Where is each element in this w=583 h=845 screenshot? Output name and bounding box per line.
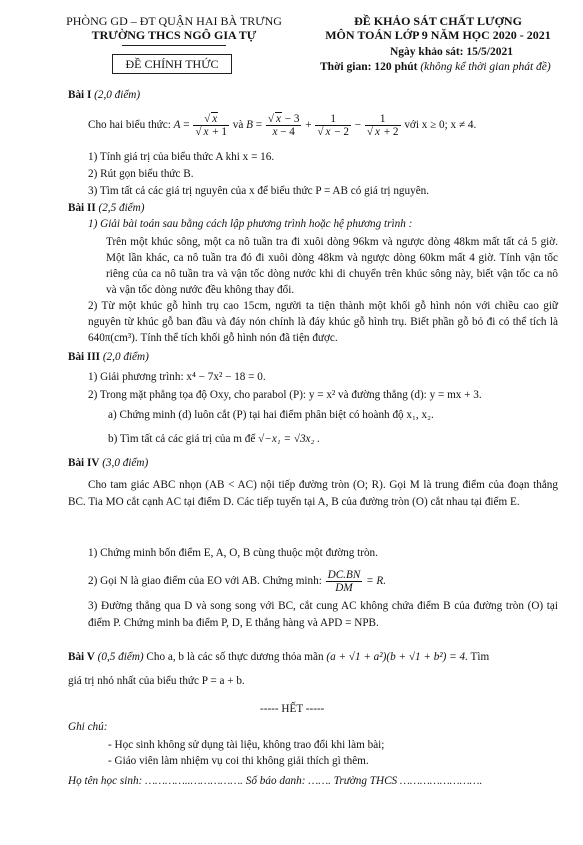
section-4-q2-text: 2) Gọi N là giao điểm của EO với AB. Chứng minh: xyxy=(88,575,325,587)
section-2-title: Bài II xyxy=(68,202,96,214)
section-5-line-1 xyxy=(68,650,489,665)
exam-subject: MÔN TOÁN LỚP 9 NĂM HỌC 2020 - 2021 xyxy=(325,28,551,42)
section-3-qb-expression: √−x₁ = √3x₂ . xyxy=(258,433,321,445)
section-2-problem-1: Trên một khúc sông, một ca nô tuần tra đi xuôi dòng 96km và ngược dòng 48km mất tất cả 5 giờ. Một lần khác, ca nô tuần tra đó đi xuôi dòng 48km và ngược dòng 60km mất 4 giờ. Tính vận tốc riêng của ca nô tuần tra và vận tốc dòng nước khi di chuyển trên khúc sông này, biết vận tốc ca nô và vận tốc dòng nước đều không thay đổi. xyxy=(106,236,558,296)
time-note: (không kể thời gian phát đề) xyxy=(417,61,551,73)
note-label: Ghi chú: xyxy=(68,721,108,733)
formula-condition: với x ≥ 0; x ≠ 4. xyxy=(404,119,477,131)
section-2-points: (2,5 điểm) xyxy=(95,202,145,214)
section-3-heading xyxy=(68,350,149,365)
section-2-q1: 1) Giải bài toán sau bằng cách lập phương trình hoặc hệ phương trình : xyxy=(88,218,413,230)
section-5-text: Cho a, b là các số thực dương thỏa mãn xyxy=(143,651,327,663)
section-1-points: (2,0 điểm) xyxy=(91,89,141,101)
fraction-denominator: DM xyxy=(335,581,353,594)
section-2-heading xyxy=(68,201,144,216)
formula-and: và xyxy=(232,119,247,131)
candidate-number-blank: ……. xyxy=(305,775,334,787)
section-4-q2 xyxy=(88,566,386,596)
section-3-qb-text: b) Tìm tất cả các giá trị của m để xyxy=(108,433,259,445)
section-5-title: Bài V xyxy=(68,651,95,663)
header-right xyxy=(300,14,576,42)
section-3-q1: 1) Giải phương trình: x⁴ − 7x² − 18 = 0. xyxy=(88,371,266,383)
student-name-blank: …………..……………. xyxy=(142,775,246,787)
student-name-label: Họ tên học sinh: xyxy=(68,775,143,787)
note-line-2: - Giáo viên làm nhiệm vụ coi thi không giải thích gì thêm. xyxy=(108,755,369,767)
section-4-points: (3,0 điểm) xyxy=(99,457,149,469)
section-3-qa: a) Chứng minh (d) luôn cắt (P) tại hai điểm phân biệt có hoành độ x₁, x₂. xyxy=(108,409,434,421)
section-4-q3: 3) Đường thẳng qua D và song song với BC, cắt cung AC không chứa điểm B của đường tròn (O) tại điểm P. Chứng minh ba điểm P, D, E thẳng hàng và APD = NPB. xyxy=(88,600,558,629)
time-value: 120 phút xyxy=(374,61,418,73)
section-5-expression: (a + √1 + a²)(b + √1 + b²) = 4. xyxy=(326,651,468,663)
end-marker: ----- HẾT ----- xyxy=(260,703,325,715)
time-label: Thời gian: xyxy=(320,61,375,73)
official-label: ĐỀ CHÍNH THỨC xyxy=(112,54,232,74)
candidate-number-label: Số báo danh: xyxy=(245,775,306,787)
section-3-points: (2,0 điểm) xyxy=(100,351,149,363)
section-4-q1: 1) Chứng minh bốn điểm E, A, O, B cùng thuộc một đường tròn. xyxy=(88,547,378,559)
exam-time xyxy=(320,60,551,75)
section-1-q3: 3) Tìm tất cả các giá trị nguyên của x để biểu thức P = AB có giá trị nguyên. xyxy=(88,185,430,197)
exam-title: ĐỀ KHẢO SÁT CHẤT LƯỢNG xyxy=(354,14,522,28)
section-1-q1: 1) Tính giá trị của biểu thức A khi x = 16. xyxy=(88,151,275,163)
school-underline xyxy=(122,45,226,46)
section-5-tail: Tìm xyxy=(467,651,490,663)
section-3-qb xyxy=(108,432,320,447)
school-label: Trường THCS xyxy=(333,775,398,787)
section-1-formula: Cho hai biểu thức: A = √ x √ x + 1 và B = √ $\frac{x - 3}{x - 4}$ + 1 √ x − 2 − 1 √ x + 2 với x ≥ 0; x ≠ 4. xyxy=(88,108,476,142)
section-4-q2-result: = R. xyxy=(366,575,387,587)
section-3-title: Bài III xyxy=(68,351,101,363)
section-3-q2: 2) Trong mặt phẳng tọa độ Oxy, cho parabol (P): y = x² và đường thẳng (d): y = mx + 3. xyxy=(88,389,482,401)
section-1-heading xyxy=(68,88,140,103)
exam-date: Ngày khảo sát: 15/5/2021 xyxy=(390,46,513,58)
section-1-q2: 2) Rút gọn biểu thức B. xyxy=(88,168,194,180)
fraction-numerator: DC.BN xyxy=(327,568,361,581)
section-4-title: Bài IV xyxy=(68,457,100,469)
school-blank: ……………………. xyxy=(397,775,483,787)
section-2-q2: 2) Từ một khúc gỗ hình trụ cao 15cm, người ta tiện thành một khối gỗ hình nón với chiều cao giữ nguyên từ khúc gỗ ban đầu và đáy nón chính là đáy khúc gỗ hình trụ. Biết phần gỗ bỏ đi có thể tích là 640π(cm³). Tính thể tích khối gỗ hình nón đã tiện được. xyxy=(88,300,558,344)
note-line-1: - Học sinh không sử dụng tài liệu, không trao đổi khi làm bài; xyxy=(108,739,385,751)
section-4-problem: Cho tam giác ABC nhọn (AB < AC) nội tiếp đường tròn (O; R). Gọi M là trung điểm của đoạn thẳng BC. Tia MO cắt cạnh AC tại điểm D. Các tiếp tuyến tại A, B của đường tròn (O) cắt nhau tại điểm E. xyxy=(68,479,558,508)
department-name: PHÒNG GD – ĐT QUẬN HAI BÀ TRƯNG xyxy=(66,14,282,28)
school-name: TRƯỜNG THCS NGÔ GIA TỰ xyxy=(91,28,257,42)
formula-intro: Cho hai biểu thức: xyxy=(88,119,174,131)
student-info-line xyxy=(68,774,482,789)
section-5-points: (0,5 điểm) xyxy=(94,651,144,663)
section-4-heading xyxy=(68,456,148,471)
section-1-title: Bài I xyxy=(68,89,92,101)
section-5-line-2: giá trị nhỏ nhất của biểu thức P = a + b. xyxy=(68,675,245,687)
header-left xyxy=(64,14,284,42)
